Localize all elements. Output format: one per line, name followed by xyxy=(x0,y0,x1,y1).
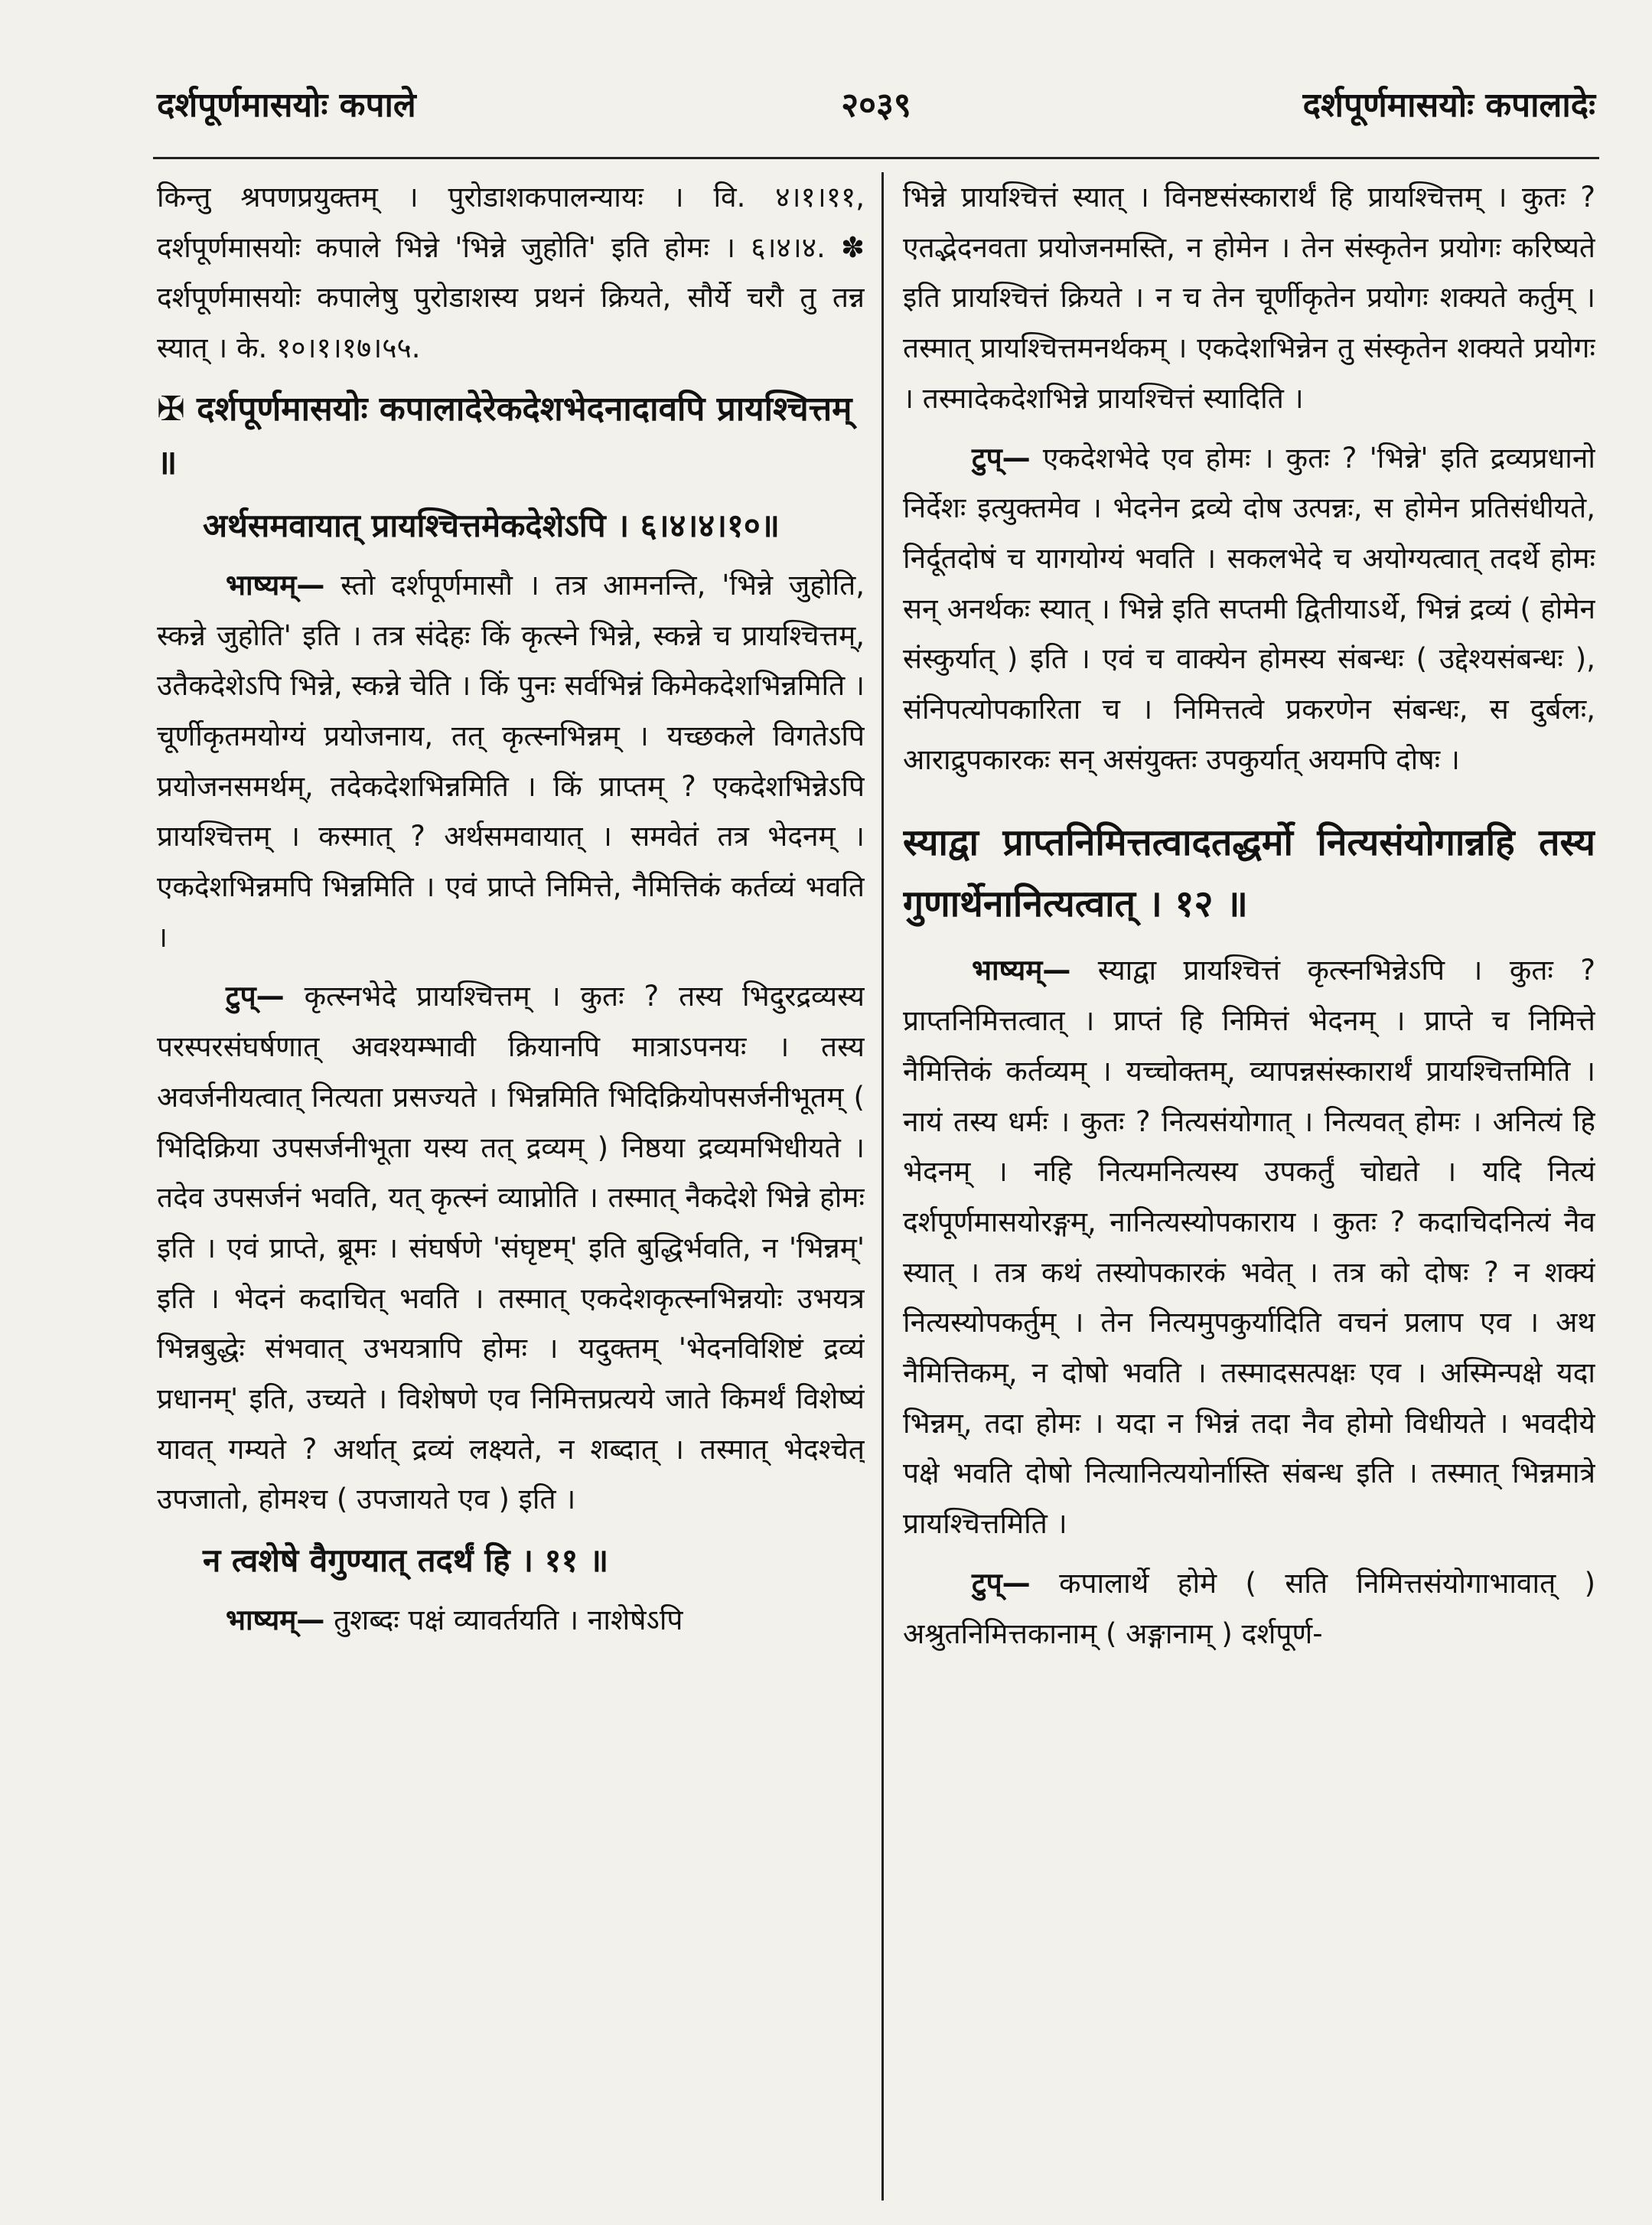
right-tup-paragraph xyxy=(903,433,1595,785)
running-head-right: दर्शपूर्णमासयोः कपालादेः xyxy=(1302,86,1595,125)
right-column xyxy=(903,172,1595,2208)
right-tup-paragraph-2 xyxy=(903,1558,1595,1659)
right-tup-label-2: टुप्— xyxy=(972,1566,1031,1600)
right-tup-text: एकदेशभेदे एव होमः । कुतः ? 'भिन्ने' इति द्रव्यप्रधानो निर्देशः इत्युक्तमेव । भेदनेन द्रव्ये दोष उत्पन्नः, स होमेन प्रतिसंधीयते, निर्दूतदोषं च यागयोग्यं भवति । सकलभेदे च अयोग्यत्वात् तदर्थे होमः सन् अनर्थकः स्यात् । भिन्ने इति सप्तमी द्वितीयाऽर्थे, भिन्नं द्रव्यं ( होमेन संस्कुर्यात् ) इति । एवं च वाक्येन होमस्य संबन्धः ( उद्देश्यसंबन्धः ), संनिपत्योपकारिता च । निमित्तत्वे प्रकरणेन संबन्धः, स दुर्बलः, आराद्रुपकारकः सन् असंयुक्तः उपकुर्यात् अयमपि दोषः । xyxy=(903,441,1595,776)
tup-text: कृत्स्नभेदे प्रायश्चित्तम् । कुतः ? तस्य भिदुरद्रव्यस्य परस्परसंघर्षणात् अवश्यम्भावी क्रियानपि मात्राऽपनयः । तस्य अवर्जनीयत्वात् नित्यता प्रसज्यते । भिन्नमिति भिदिक्रियोपसर्जनीभूतम् ( भिदिक्रिया उपसर्जनीभूता यस्य तत् द्रव्यम् ) निष्ठया द्रव्यमभिधीयते । तदेव उपसर्जनं भवति, यत् कृत्स्नं व्याप्नोति । तस्मात् नैकदेशे भिन्ने होमः इति । एवं प्राप्ते, ब्रूमः । संघर्षणे 'संघृष्टम्' इति बुद्धिर्भवति, न 'भिन्नम्' इति । भेदनं कदाचित् भवति । तस्मात् एकदेशकृत्स्नभिन्नयोः उभयत्र भिन्नबुद्धेः संभवात् उभयत्रापि होमः । यदुक्तम् 'भेदनविशिष्टं द्रव्यं प्रधानम्' इति, उच्यते । विशेषणे एव निमित्तप्रत्यये जाते किमर्थं विशेष्यं यावत् गम्यते ? अर्थात् द्रव्यं लक्ष्यते, न शब्दात् । तस्मात् भेदश्चेत् उपजातो, होमश्च ( उपजायते एव ) इति । xyxy=(157,980,865,1516)
bhashya-text-2: तुशब्दः पक्षं व्यावर्तयति । नाशेषेऽपि xyxy=(334,1604,683,1637)
bhashya-label-2: भाष्यम्— xyxy=(226,1604,325,1637)
right-tup-text-2: कपालार्थे होमे ( सति निमित्तसंयोगाभावात् ) अश्रुतनिमित्तकानाम् ( अङ्गानाम् ) दर्शपूर्ण- xyxy=(903,1566,1595,1650)
left-continuation-paragraph: किन्तु श्रपणप्रयुक्तम् । पुरोडाशकपालन्यायः । वि. ४।१।११, दर्शपूर्णमासयोः कपाले भिन्ने 'भिन्ने जुहोति' इति होमः । ६।४।४. ✽ दर्शपूर्णमासयोः कपालेषु पुरोडाशस्य प्रथनं क्रियते, सौर्ये चरौ तु तन्न स्यात् । के. १०।१।१७।५५. xyxy=(157,181,865,365)
left-column xyxy=(157,172,865,2208)
page-number: २०३९ xyxy=(841,86,911,125)
header-rule xyxy=(153,157,1599,159)
topic-heading: ✠ दर्शपूर्णमासयोः कपालादेरेकदेशभेदनादावपि प्रायश्चित्तम् ॥ xyxy=(157,389,852,482)
sutra-10: अर्थसमवायात् प्रायश्चित्तमेकदेशेऽपि । ६।४।४।१०॥ xyxy=(203,506,780,544)
right-continuation-paragraph: भिन्ने प्रायश्चित्तं स्यात् । विनष्टसंस्कारार्थं हि प्रायश्चित्तम् । कुतः ? एतद्भेदनवता प्रयोजनमस्ति, न होमेन । तेन संस्कृतेन प्रयोगः करिष्यते इति प्रायश्चित्तं क्रियते । न च तेन चूर्णीकृतेन प्रयोगः शक्यते कर्तुम् । तस्मात् प्रायश्चित्तमनर्थकम् । एकदेशभिन्नेन तु संस्कृतेन शक्यते प्रयोगः । तस्मादेकदेशभिन्ने प्रायश्चित्तं स्यादिति । xyxy=(903,181,1595,415)
right-bhashya-text: स्याद्वा प्रायश्चित्तं कृत्स्नभिन्नेऽपि । कुतः ? प्राप्तनिमित्तत्वात् । प्राप्तं हि निमित्तं भेदनम् । प्राप्ते च निमित्ते नैमित्तिकं कर्तव्यम् । यच्चोक्तम्, व्यापन्नसंस्कारार्थं प्रायश्चित्तमिति । नायं तस्य धर्मः । कुतः ? नित्यसंयोगात् । नित्यवत् होमः । अनित्यं हि भेदनम् । नहि नित्यमनित्यस्य उपकर्तुं चोद्यते । यदि नित्यं दर्शपूर्णमासयोरङ्गम्, नानित्यस्योपकाराय । कुतः ? कदाचिदनित्यं नैव स्यात् । तत्र कथं तस्योपकारकं भवेत् । तत्र को दोषः ? न शक्यं नित्यस्योपकर्तुम् । तेन नित्यमुपकुर्यादिति वचनं प्रलाप एव । अथ नैमित्तिकम्, न दोषो भवति । तस्मादसत्पक्षः एव । अस्मिन्पक्षे यदा भिन्नम्, तदा होमः । यदा न भिन्नं तदा नैव होमो विधीयते । भवदीये पक्षे भवति दोषो नित्यानित्ययोर्नास्ति संबन्ध इति । तस्मात् भिन्नमात्रे प्रायश्चित्तमिति । xyxy=(903,954,1595,1541)
tup-paragraph xyxy=(157,971,865,1525)
right-bhashya-paragraph xyxy=(903,945,1595,1548)
bhashya-paragraph-2 xyxy=(157,1595,865,1646)
tup-label: टुप्— xyxy=(226,980,285,1013)
running-head-left: दर्शपूर्णमासयोः कपाले xyxy=(157,86,416,125)
bhashya-paragraph xyxy=(157,560,865,963)
sutra-11: न त्वशेषे वैगुण्यात् तदर्थं हि । ११ ॥ xyxy=(203,1542,609,1580)
page-header xyxy=(157,80,1595,149)
right-tup-label: टुप्— xyxy=(972,441,1031,475)
sutra-12: स्याद्वा प्राप्तनिमित्तत्वादतद्धर्मो नित्यसंयोगान्नहि तस्य गुणार्थेनानित्यत्वात् । १२ ॥ xyxy=(903,821,1595,926)
bhashya-text: स्तो दर्शपूर्णमासौ । तत्र आमनन्ति, 'भिन्ने जुहोति, स्कन्ने जुहोति' इति । तत्र संदेहः किं कृत्स्ने भिन्ने, स्कन्ने च प्रायश्चित्तम्, उतैकदेशेऽपि भिन्ने, स्कन्ने चेति । किं पुनः सर्वभिन्नं किमेकदेशभिन्नमिति । चूर्णीकृतमयोग्यं प्रयोजनाय, तत् कृत्स्नभिन्नम् । यच्छकले विगतेऽपि प्रयोजनसमर्थम्, तदेकदेशभिन्नमिति । किं प्राप्तम् ? एकदेशभिन्नेऽपि प्रायश्चित्तम् । कस्मात् ? अर्थसमवायात् । समवेतं तत्र भेदनम् । एकदेशभिन्नमपि भिन्नमिति । एवं प्राप्ते निमित्ते, नैमित्तिकं कर्तव्यं भवति । xyxy=(157,568,865,954)
column-divider xyxy=(881,172,884,2201)
bhashya-label: भाष्यम्— xyxy=(226,568,325,602)
right-bhashya-label: भाष्यम्— xyxy=(972,954,1071,987)
